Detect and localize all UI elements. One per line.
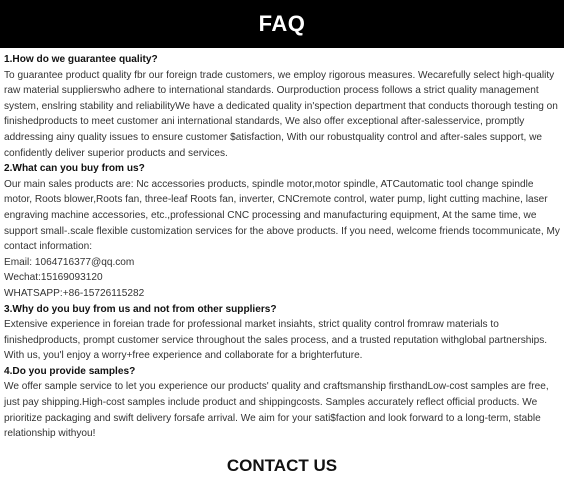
contact-wechat: Wechat:15169093120 xyxy=(4,272,103,284)
faq-answer: We offer sample service to let you experience our products' quality and craftsmanship firsthandLow-cost samples are free, just pay shipping.High-cost samples include product and shippingcosts. Samples accurately reflect official products. We prioritize packaging and swift delivery forsafe arrival. We aim for your sati$faction and look forward to a long-term, stable relationship withyou! xyxy=(4,381,549,440)
faq-header xyxy=(0,0,564,48)
faq-item-2 xyxy=(4,161,560,301)
faq-item-4 xyxy=(4,364,560,442)
faq-question: 2.What can you buy from us? xyxy=(4,163,145,175)
faq-answer: To guarantee product quality fbr our foreign trade customers, we employ rigorous measures. Wecarefully select high-quality raw material supplierswho adhere to international standards. Ourproduction process follows a strict quality management system, enslring stability and reliabilityWe have a dedicated quality in'spection department that conducts thorough testing on finishedproducts to meet customer ani international standards, We also offer exceptional after-salesservice, promptly addressing ainy quality issues to ensure customer $atisfaction, With our robustquality control and after-sales support, we confidently deliver superior products and services. xyxy=(4,69,558,159)
contact-whatsapp: WHATSAPP:+86-15726115282 xyxy=(4,287,145,299)
contact-email: Email: 1064716377@qq.com xyxy=(4,256,135,268)
faq-question: 1.How do we guarantee quality? xyxy=(4,54,158,65)
page-title: FAQ xyxy=(258,11,306,36)
faq-content xyxy=(0,48,564,473)
contact-us-heading: CONTACT US xyxy=(226,455,338,475)
faq-item-3 xyxy=(4,302,560,364)
faq-item-1 xyxy=(4,52,560,161)
faq-question: 3.Why do you buy from us and not from other suppliers? xyxy=(4,303,277,315)
faq-answer: Our main sales products are: Nc accessories products, spindle motor,motor spindle, ATCautomatic tool change spindle motor, Roots blower,Roots fan, three-leaf Roots fan, inverter, CNCremote control, water pump, light cutting machine, laser engraving machine accessories, etc.,professional CNC processing and manufacturing equipment, At the same time, we support small-.scale flexible customization services for the above products. If you need, welcome friends tocommunicate, My contact information: xyxy=(4,178,560,253)
faq-answer: Extensive experience in foreian trade for professional market insiahts, strict quality control fromraw materials to finishedproducts, prompt customer service throughout the sales process, and a trusted reputation withglobal partnerships. With us, you'l enjoy a worry+free experience and collaborate for a brighterfuture. xyxy=(4,319,548,362)
faq-question: 4.Do you provide samples? xyxy=(4,365,136,377)
